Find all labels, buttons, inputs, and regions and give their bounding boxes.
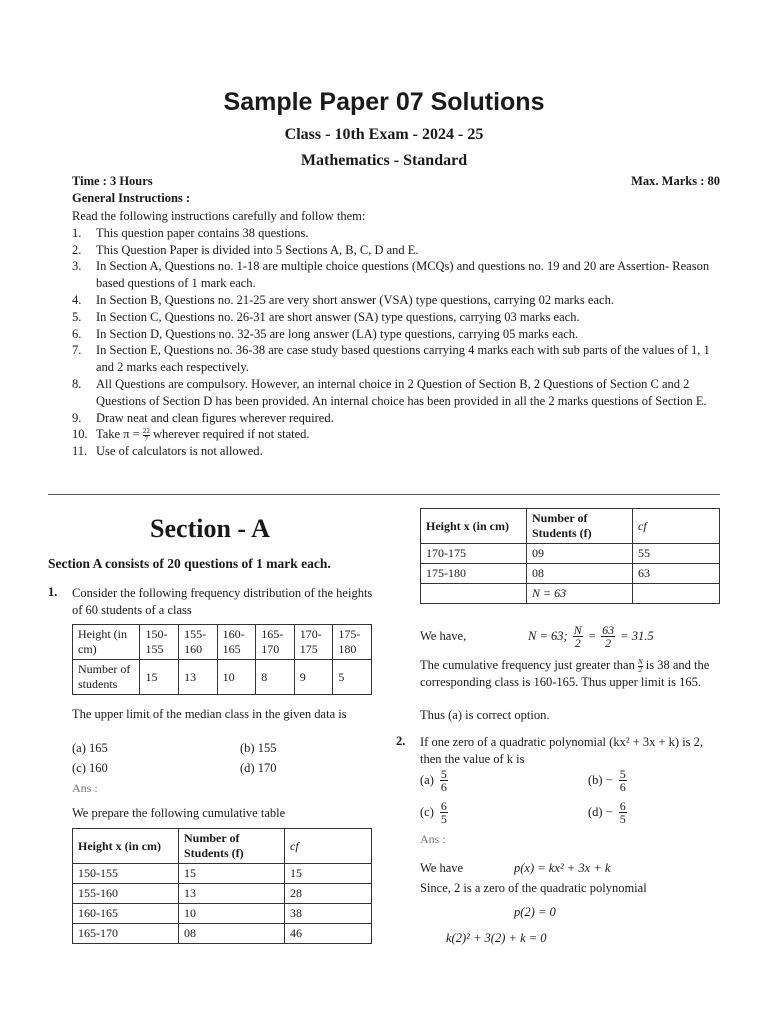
- max-marks-label: Max. Marks : 80: [631, 174, 720, 188]
- instruction-item: 11. Use of calculators is not allowed.: [72, 444, 263, 459]
- table-cell: 150-155: [73, 864, 179, 884]
- table-header: cf: [285, 829, 372, 864]
- table-cell: 55: [633, 544, 720, 564]
- table-cell: 13: [179, 884, 285, 904]
- table-row: [73, 625, 372, 660]
- we-have-label: We have,: [420, 629, 467, 643]
- option-c: (c) 160: [72, 761, 108, 775]
- table-cell: 09: [527, 544, 633, 564]
- subject-line: Mathematics - Standard: [300, 152, 468, 169]
- instructions-intro: Read the following instructions carefully and follow them:: [72, 209, 366, 223]
- option-a: (a) 165: [72, 741, 108, 755]
- table-row: [421, 584, 720, 604]
- table-cell: 160-165: [73, 904, 179, 924]
- instruction-item: 3. In Section A, Questions no. 1-18 are multiple choice questions (MCQs) and questions no. 19 and 20 are Assertion- Reason based questions of 1 mark each.: [72, 259, 710, 291]
- table-cell: 28: [285, 884, 372, 904]
- table-row: [73, 864, 372, 884]
- frequency-table: [72, 624, 372, 695]
- table-row: [73, 829, 372, 864]
- instruction-item: 5. In Section C, Questions no. 26-31 are short answer (SA) type questions, carrying 03 marks each.: [72, 309, 580, 324]
- table-cell: 175-180: [421, 564, 527, 584]
- table-cell: 13: [179, 660, 218, 695]
- table-cell: 150-155: [140, 625, 179, 660]
- table-row: [73, 660, 372, 695]
- page-title: Sample Paper 07 Solutions: [223, 88, 545, 116]
- table-row: [73, 904, 372, 924]
- instruction-item: 2. This Question Paper is divided into 5 Sections A, B, C, D and E.: [72, 242, 419, 257]
- table-header: Number of Students (f): [527, 509, 633, 544]
- option-d: (d) − $\frac{6}{5}$: [588, 799, 626, 826]
- option-d: (d) 170: [240, 761, 277, 775]
- question-text: Consider the following frequency distribution of the heights of 60 students of a class: [72, 586, 373, 617]
- table-cell: 155-160: [73, 884, 179, 904]
- answer-label: Ans :: [72, 781, 98, 795]
- table-cell: 170-175: [294, 625, 333, 660]
- option-b: (b) − $\frac{5}{6}$: [588, 767, 626, 794]
- table-cell: 08: [179, 924, 285, 944]
- table-header: Height x (in cm): [421, 509, 527, 544]
- cumulative-table-continued: [420, 508, 720, 604]
- option-c: (c) $\frac{6}{5}$: [420, 799, 447, 826]
- instruction-item: 8. All Questions are compulsory. However, an internal choice in 2 Question of Section B, 2 Questions of Section C and 2 Questions of Section D has been provided. An internal choice has been provided in all the 2 marks questions of Section E.: [72, 376, 707, 408]
- instructions-list: [72, 225, 722, 460]
- table-cell: 165-170: [256, 625, 295, 660]
- table-row: [421, 564, 720, 584]
- table-cell: 15: [179, 864, 285, 884]
- option-b: (b) 155: [240, 741, 277, 755]
- we-have-label: We have: [420, 861, 464, 875]
- polynomial-equation: p(x) = kx² + 3x + k: [514, 861, 611, 875]
- instruction-item: 10. Take π = $\frac{22}{7}$ wherever required if not stated.: [72, 426, 310, 443]
- answer-text: We prepare the following cumulative table: [72, 806, 286, 820]
- answer-label: Ans :: [420, 832, 446, 846]
- question-number: 1.: [48, 585, 58, 599]
- table-cell: 10: [217, 660, 256, 695]
- time-label: Time : 3 Hours: [72, 174, 153, 188]
- table-cell: [633, 584, 720, 604]
- table-header: Number of Students (f): [179, 829, 285, 864]
- cumulative-table: [72, 828, 372, 944]
- table-cell: 38: [285, 904, 372, 924]
- table-cell: 8: [256, 660, 295, 695]
- table-cell: 08: [527, 564, 633, 584]
- conclusion: Thus (a) is correct option.: [420, 708, 550, 722]
- instructions-block: [72, 208, 722, 460]
- table-row: [421, 509, 720, 544]
- table-cell: 5: [333, 660, 372, 695]
- class-line: Class - 10th Exam - 2024 - 25: [284, 126, 484, 143]
- question-prompt: The upper limit of the median class in the given data is: [72, 707, 347, 721]
- table-cell: 155-160: [179, 625, 218, 660]
- k-equation: k(2)² + 3(2) + k = 0: [446, 931, 547, 945]
- table-row: [421, 544, 720, 564]
- table-header: Height x (in cm): [73, 829, 179, 864]
- instruction-item: 7. In Section E, Questions no. 36-38 are case study based questions carrying 4 marks each with sub parts of the values of 1, 1 and 2 marks each respectively.: [72, 343, 710, 375]
- instruction-item: 4. In Section B, Questions no. 21-25 are very short answer (VSA) type questions, carrying 02 marks each.: [72, 292, 614, 307]
- section-title: Section - A: [150, 514, 270, 543]
- table-cell: 175-180: [333, 625, 372, 660]
- table-cell: 170-175: [421, 544, 527, 564]
- table-cell: 15: [285, 864, 372, 884]
- option-a: (a) $\frac{5}{6}$: [420, 767, 447, 794]
- cf-explanation: The cumulative frequency just greater than $\frac{N}{2}$ is 38 and the corresponding class is 160-165. Thus upper limit is 165.: [420, 657, 710, 689]
- pi-fraction: $\frac{22}{7}$: [142, 426, 150, 443]
- p2-equation: p(2) = 0: [514, 905, 556, 919]
- median-equation: N = 63; $\frac{N}{2}$ = $\frac{63}{2}$ = 31.5: [528, 623, 654, 650]
- table-cell: 9: [294, 660, 333, 695]
- table-row: [73, 924, 372, 944]
- table-row: [73, 884, 372, 904]
- instruction-item: 1. This question paper contains 38 questions.: [72, 225, 309, 240]
- instruction-item: 6. In Section D, Questions no. 32-35 are long answer (LA) type questions, carrying 05 marks each.: [72, 326, 579, 341]
- table-cell: Height (in cm): [73, 625, 140, 660]
- table-header: cf: [633, 509, 720, 544]
- table-cell: Number of students: [73, 660, 140, 695]
- since-text: Since, 2 is a zero of the quadratic polynomial: [420, 881, 647, 895]
- table-cell: 160-165: [217, 625, 256, 660]
- table-cell: 63: [633, 564, 720, 584]
- section-divider: [48, 494, 720, 495]
- table-cell: 165-170: [73, 924, 179, 944]
- table-cell: [421, 584, 527, 604]
- section-subtitle: Section A consists of 20 questions of 1 mark each.: [48, 556, 331, 571]
- table-cell: 10: [179, 904, 285, 924]
- instruction-item: 9. Draw neat and clean figures wherever required.: [72, 410, 334, 425]
- general-instructions-label: General Instructions :: [72, 191, 191, 205]
- question-text: If one zero of a quadratic polynomial (kx² + 3x + k) is 2, then the value of k is: [420, 735, 704, 766]
- total-cell: N = 63: [527, 584, 633, 604]
- question-number: 2.: [396, 734, 406, 748]
- table-cell: 15: [140, 660, 179, 695]
- table-cell: 46: [285, 924, 372, 944]
